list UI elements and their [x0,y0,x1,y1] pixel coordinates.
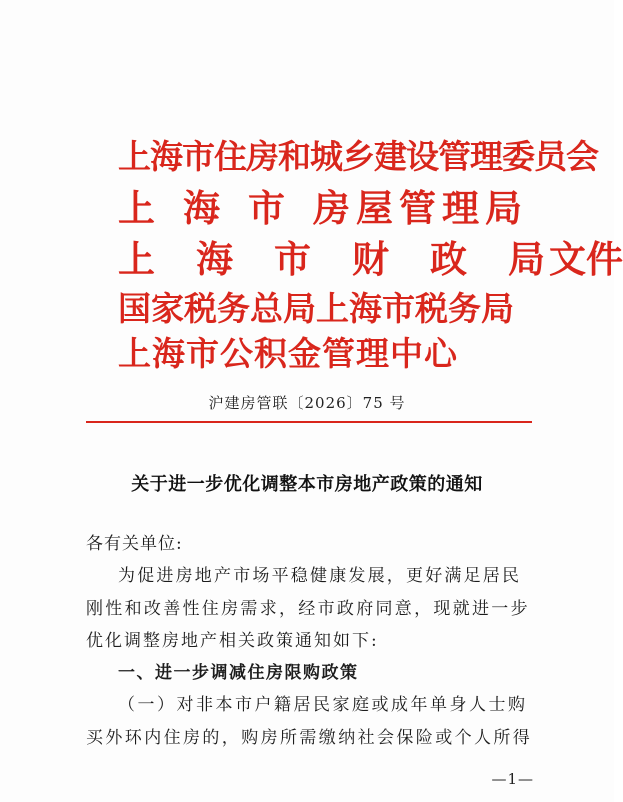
issuer-char: 市 [248,187,285,230]
issuer-char: 屋 [356,187,393,230]
issuer-housing-commission: 上海市住房和城乡建设管理委员会 [118,137,598,176]
document-number: 沪建房管联〔2026〕75 号 [208,394,406,412]
issuer-char: 市 [274,238,311,281]
issuer-tax-bureau: 国家税务总局上海市税务局 [118,289,514,328]
red-divider-line [86,421,532,423]
paragraph-line: 为促进房地产市场平稳健康发展，更好满足居民 [118,566,522,586]
issuer-char: 政 [430,238,467,281]
issuer-char: 理 [442,187,479,230]
page-number: —1— [491,770,534,788]
issuer-char: 海 [183,187,220,230]
issuer-char: 财 [352,238,389,281]
section-heading: 一、进一步调减住房限购政策 [118,663,359,683]
paragraph-line: 刚性和改善性住房需求，经市政府同意，现就进一步 [86,599,530,619]
issuer-char: 房 [313,187,350,230]
issuer-char: 管 [399,187,436,230]
issuer-housing-fund-center: 上海市公积金管理中心 [118,334,458,373]
paragraph-line: （一）对非本市户籍居民家庭或成年单身人士购 [118,695,528,715]
document-title: 关于进一步优化调整本市房地产政策的通知 [131,474,483,495]
issuer-housing-bureau [118,187,522,230]
paragraph-line: 优化调整房地产相关政策通知如下: [86,631,379,651]
issuer-char: 海 [196,238,233,281]
issuer-finance-bureau [118,238,623,281]
issuer-char: 局 [485,187,522,230]
issuer-char: 上 [118,238,155,281]
document-mark: 文件 [549,238,623,281]
issuer-char: 上 [118,187,155,230]
issuer-char: 局 [508,238,545,281]
salutation: 各有关单位: [86,534,183,554]
paragraph-line: 买外环内住房的，购房所需缴纳社会保险或个人所得 [86,728,533,748]
